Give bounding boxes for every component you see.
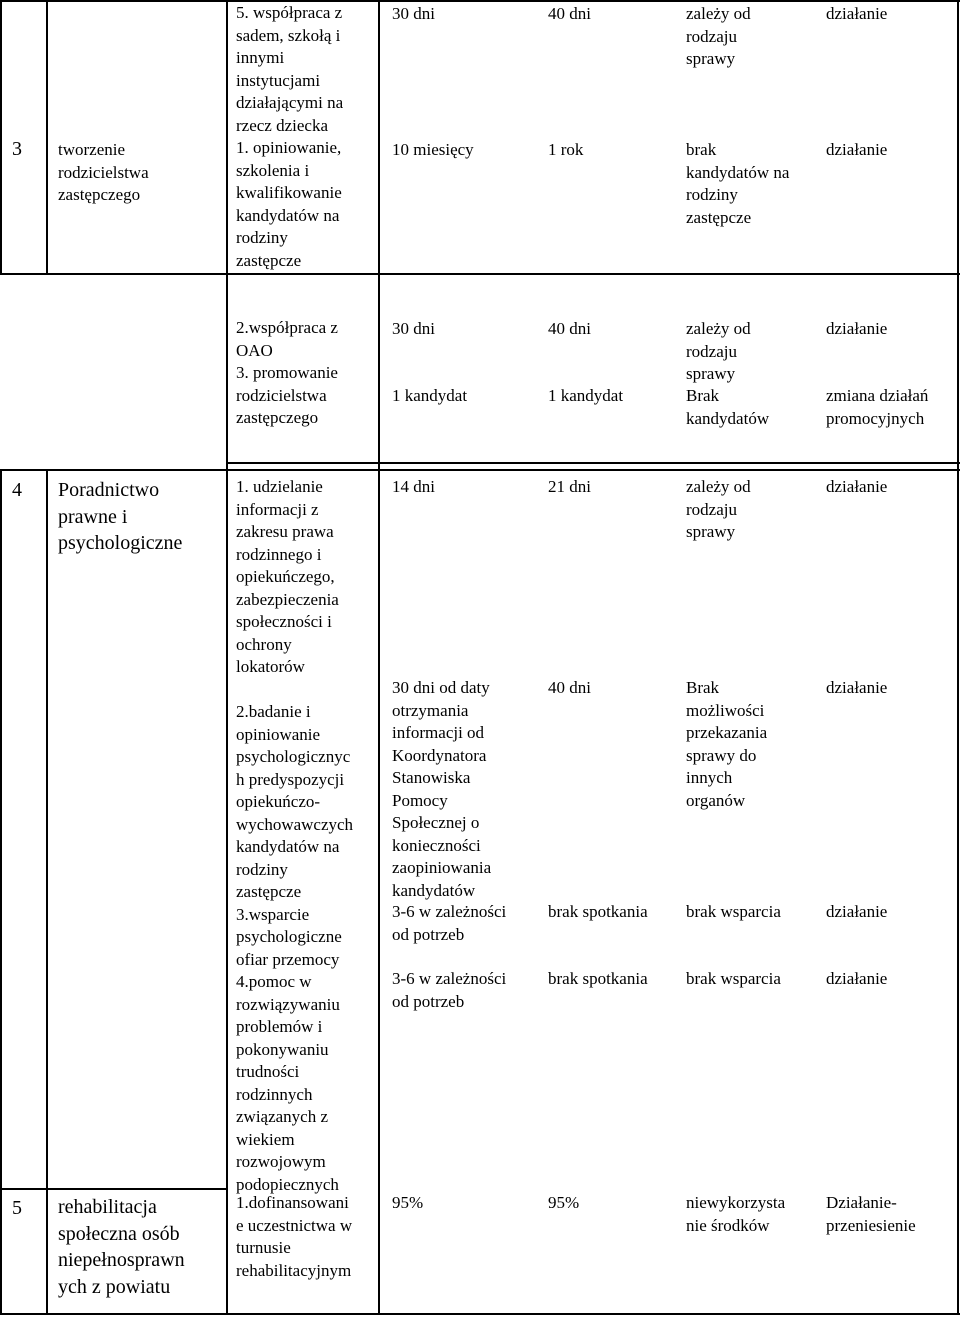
indicator-value-b: 40 dni	[548, 4, 591, 23]
response-text: działanie	[826, 4, 888, 23]
risk-text: brak wsparcia	[686, 969, 781, 988]
response-text: działanie	[826, 319, 888, 338]
indicator-value-b: brak spotkania	[548, 902, 648, 921]
indicator-value-a: 30 dni od daty otrzymania informacji od Koordynatora Stanowiska Pomocy Społecznej o konieczności zaopiniowania kandydatów	[392, 678, 492, 900]
indicator-value-a: 10 miesięcy	[392, 140, 474, 159]
row-number: 3	[12, 138, 22, 160]
task-name: Poradnictwo prawne i psychologiczne	[58, 479, 183, 554]
indicator-value-a: 3-6 w zależności od potrzeb	[392, 902, 507, 944]
actions-text: 1. udzielanie informacji z zakresu prawa rodzinnego i opiekuńczego, zabezpieczenia społeczności i ochrony lokatorów 2.badanie i opiniowanie psychologicznyc h predyspozycji opiekuńczo- wychowawczych kandydatów na rodziny zastępcze 3.wsparcie psychologiczne ofiar przemocy 4.pomoc w rozwiązywaniu problemów i pokonywaniu trudności rodzinnych związanych z wiekiem rozwojowym podopiecznych	[236, 477, 354, 1194]
response-text: Działanie- przeniesienie	[826, 1193, 916, 1235]
response-text: działanie	[826, 477, 888, 496]
risk-text: zależy od rodzaju sprawy	[686, 477, 751, 541]
actions-text: 5. współpraca z sadem, szkołą i innymi instytucjami działającymi na rzecz dziecka 1. opiniowanie, szkolenia i kwalifikowanie kandydatów na rodziny zastępcze	[236, 3, 344, 270]
indicator-value-b: 21 dni	[548, 477, 591, 496]
indicator-value-a: 30 dni	[392, 319, 435, 338]
risk-text: Brak możliwości przekazania sprawy do innych organów	[686, 678, 768, 810]
risk-text: brak wsparcia	[686, 902, 781, 921]
indicator-value-b: 40 dni	[548, 319, 591, 338]
column-divider-task	[226, 0, 228, 1315]
indicator-value-b: brak spotkania	[548, 969, 648, 988]
response-text: działanie	[826, 140, 888, 159]
task-name: tworzenie rodzicielstwa zastępczego	[58, 140, 149, 204]
row-3-bottom-border	[0, 273, 228, 275]
actions-text: 1.dofinansowani e uczestnictwa w turnusie rehabilitacyjnym	[236, 1193, 353, 1280]
column-divider-number	[46, 469, 48, 1315]
indicator-value-a: 30 dni	[392, 4, 435, 23]
risk-text: zależy od rodzaju sprawy	[686, 319, 751, 383]
risk-text: Brak kandydatów	[686, 386, 770, 428]
column-divider-number	[46, 0, 48, 275]
row-3-block2-bottom-border	[228, 462, 960, 464]
task-name: rehabilitacja społeczna osób niepełnosprawn ych z powiatu	[58, 1196, 185, 1298]
response-text: działanie	[826, 969, 888, 988]
indicator-value-b: 95%	[548, 1193, 580, 1212]
risk-text: brak kandydatów na rodziny zastępcze	[686, 140, 790, 227]
table-top-border	[0, 0, 960, 2]
indicator-value-a: 14 dni	[392, 477, 435, 496]
response-text: zmiana działań promocyjnych	[826, 386, 929, 428]
risk-text: niewykorzysta nie środków	[686, 1193, 786, 1235]
response-text: działanie	[826, 678, 888, 697]
row-3-block-divider	[228, 273, 960, 275]
indicator-value-a: 1 kandydat	[392, 386, 468, 405]
column-divider-actions	[378, 0, 380, 1315]
indicator-value-a: 95%	[392, 1193, 424, 1212]
row-number: 5	[12, 1197, 22, 1219]
indicator-value-b: 1 kandydat	[548, 386, 624, 405]
table-right-border	[957, 0, 959, 1315]
table-bottom-border	[0, 1313, 960, 1315]
actions-text: 2.współpraca z OAO 3. promowanie rodzicielstwa zastępczego	[236, 318, 338, 427]
table-left-border	[0, 0, 2, 275]
response-text: działanie	[826, 902, 888, 921]
table-left-border	[0, 469, 2, 1315]
risk-text: zależy od rodzaju sprawy	[686, 4, 751, 68]
indicator-value-a: 3-6 w zależności od potrzeb	[392, 969, 507, 1011]
row-4-top-border	[0, 469, 960, 471]
indicator-value-b: 1 rok	[548, 140, 584, 159]
row-number: 4	[12, 479, 22, 501]
row-4-bottom-border	[0, 1188, 228, 1190]
indicator-value-b: 40 dni	[548, 678, 591, 697]
